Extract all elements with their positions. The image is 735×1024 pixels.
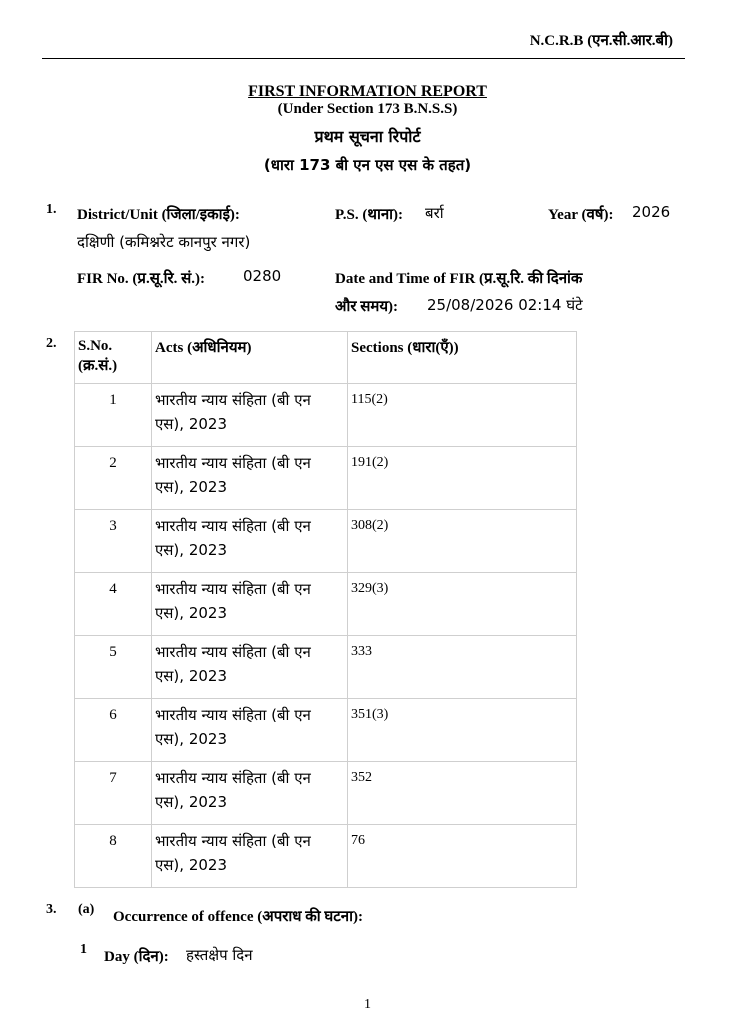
table-row (75, 762, 577, 825)
row-act (152, 447, 348, 510)
ncrb-header: N.C.R.B (एन.सी.आर.बी) (529, 33, 673, 49)
act-text: भारतीय न्याय संहिता (बी एन एस), 2023 (155, 769, 311, 811)
report-title: FIRST INFORMATION REPORT (248, 83, 487, 100)
ps-label: P.S. (थाना): (335, 207, 404, 223)
row-section: 308(2) (348, 510, 577, 573)
table-row (75, 573, 577, 636)
fir-datetime-label-cont: और समय): (335, 299, 399, 315)
row-sno: 5 (75, 636, 152, 699)
row-act (152, 510, 348, 573)
row-act (152, 636, 348, 699)
section-3-sub: (a) (78, 902, 95, 917)
row-sno: 7 (75, 762, 152, 825)
row-sno: 6 (75, 699, 152, 762)
acts-sections-table (74, 331, 577, 888)
row-sno: 1 (75, 384, 152, 447)
year-value: 2026 (632, 203, 671, 221)
day-label: Day (दिन): (104, 949, 169, 965)
section-3-number: 3. (46, 902, 57, 917)
header-sno (75, 332, 152, 384)
occurrence-label: Occurrence of offence (अपराध की घटना): (113, 909, 363, 925)
report-subtitle: (Under Section 173 B.N.S.S) (277, 101, 458, 117)
section-1-number: 1. (46, 202, 57, 217)
act-text: भारतीय न्याय संहिता (बी एन एस), 2023 (155, 643, 311, 685)
table-row (75, 699, 577, 762)
row-sno: 2 (75, 447, 152, 510)
table-row (75, 447, 577, 510)
table-row (75, 636, 577, 699)
header-rule (42, 58, 685, 59)
header-sno-en: S.No. (78, 338, 113, 354)
act-text: भारतीय न्याय संहिता (बी एन एस), 2023 (155, 391, 311, 433)
section-2-number: 2. (46, 336, 57, 351)
page-number: 1 (364, 997, 371, 1012)
row-section: 352 (348, 762, 577, 825)
act-text: भारतीय न्याय संहिता (बी एन एस), 2023 (155, 706, 311, 748)
row-sno: 8 (75, 825, 152, 888)
district-value: दक्षिणी (कमिश्नरेट कानपुर नगर) (77, 233, 251, 251)
fir-datetime-value: 25/08/2026 02:14 घंटे (427, 296, 583, 314)
row-act (152, 762, 348, 825)
row-section: 333 (348, 636, 577, 699)
act-text: भारतीय न्याय संहिता (बी एन एस), 2023 (155, 454, 311, 496)
act-text: भारतीय न्याय संहिता (बी एन एस), 2023 (155, 517, 311, 559)
row-section: 76 (348, 825, 577, 888)
row-act (152, 573, 348, 636)
year-label: Year (वर्ष): (548, 207, 614, 223)
table-row (75, 510, 577, 573)
act-text: भारतीय न्याय संहिता (बी एन एस), 2023 (155, 580, 311, 622)
fir-number-label: FIR No. (प्र.सू.रि. सं.): (77, 271, 205, 287)
report-title-hindi: प्रथम सूचना रिपोर्ट (314, 127, 421, 146)
row-section: 115(2) (348, 384, 577, 447)
row-act (152, 384, 348, 447)
district-label: District/Unit (जिला/इकाई): (77, 207, 240, 223)
row-section: 351(3) (348, 699, 577, 762)
table-row (75, 825, 577, 888)
ps-value: बर्रा (425, 204, 444, 222)
row-sno: 3 (75, 510, 152, 573)
day-value: हस्तक्षेप दिन (186, 946, 253, 964)
row-section: 191(2) (348, 447, 577, 510)
header-acts: Acts (अधिनियम) (152, 332, 348, 384)
table-header-row (75, 332, 577, 384)
header-sections: Sections (धारा(एँ)) (348, 332, 577, 384)
row-section: 329(3) (348, 573, 577, 636)
act-text: भारतीय न्याय संहिता (बी एन एस), 2023 (155, 832, 311, 874)
fir-datetime-label: Date and Time of FIR (प्र.सू.रि. की दिनांक (335, 271, 583, 287)
report-subtitle-hindi: (धारा 173 बी एन एस एस के तहत) (263, 156, 472, 174)
fir-number-value: 0280 (243, 267, 282, 285)
header-sno-hi: (क्र.सं.) (78, 358, 118, 374)
row-sno: 4 (75, 573, 152, 636)
day-number: 1 (80, 942, 87, 957)
row-act (152, 825, 348, 888)
row-act (152, 699, 348, 762)
table-row (75, 384, 577, 447)
